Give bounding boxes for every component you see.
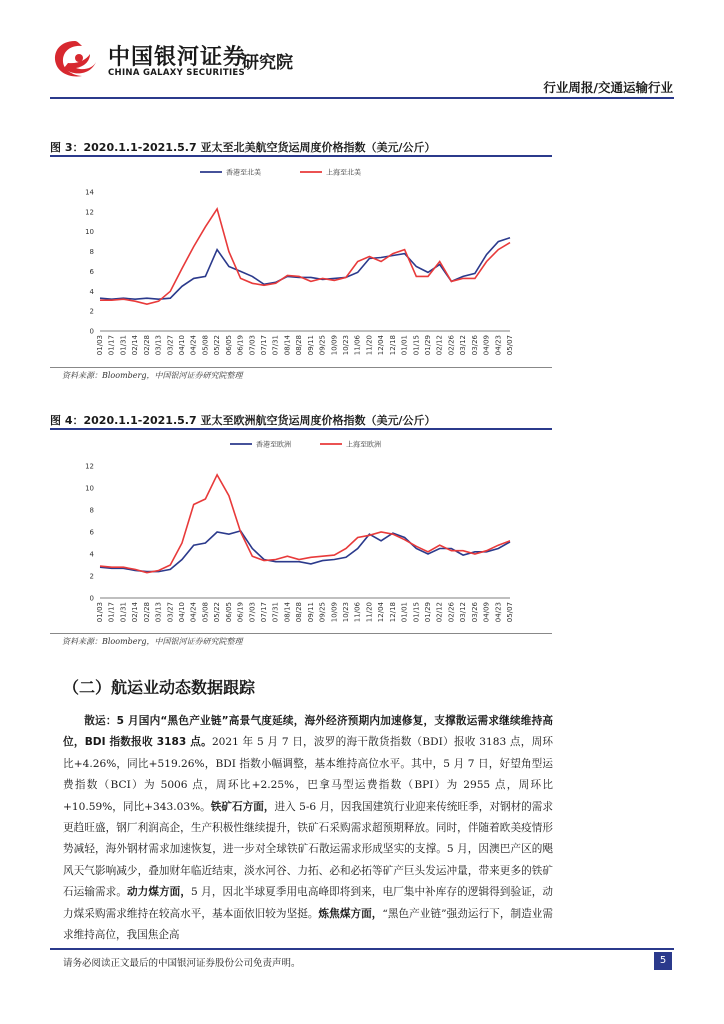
x-tick-label: 03/12 bbox=[459, 335, 468, 356]
x-tick-label: 01/03 bbox=[96, 335, 104, 356]
y-tick-label: 0 bbox=[89, 594, 94, 603]
header-divider bbox=[50, 97, 674, 99]
x-tick-label: 01/01 bbox=[400, 602, 409, 623]
x-tick-label: 03/27 bbox=[166, 335, 175, 356]
figure3-source-rule bbox=[50, 367, 552, 368]
x-tick-label: 01/17 bbox=[107, 335, 116, 356]
x-tick-label: 12/18 bbox=[388, 335, 397, 356]
x-tick-label: 01/31 bbox=[119, 602, 128, 623]
x-tick-label: 05/08 bbox=[201, 602, 210, 623]
figure4-title-rule bbox=[50, 428, 552, 430]
x-tick-label: 03/13 bbox=[154, 602, 163, 623]
x-tick-label: 05/22 bbox=[213, 335, 222, 356]
y-tick-label: 2 bbox=[89, 572, 94, 581]
x-tick-label: 01/15 bbox=[412, 335, 421, 356]
x-tick-label: 05/07 bbox=[506, 602, 514, 623]
x-tick-label: 02/28 bbox=[142, 335, 151, 356]
y-tick-label: 10 bbox=[85, 228, 94, 237]
legend-label-2: 上海至北美 bbox=[326, 168, 361, 177]
series-line-2 bbox=[100, 209, 510, 304]
x-tick-label: 05/07 bbox=[506, 335, 514, 356]
x-tick-label: 01/17 bbox=[107, 602, 116, 623]
y-tick-label: 14 bbox=[85, 188, 94, 197]
x-tick-label: 11/20 bbox=[365, 602, 374, 623]
para-coking-coal-bold: 炼焦煤方面， bbox=[318, 907, 383, 920]
footer-disclaimer: 请务必阅读正文最后的中国银河证券股份公司免责声明。 bbox=[63, 958, 301, 969]
page-number: 5 bbox=[654, 952, 672, 970]
figure3-chart bbox=[50, 158, 552, 364]
x-tick-label: 07/31 bbox=[271, 335, 280, 356]
x-tick-label: 01/01 bbox=[400, 335, 409, 356]
x-tick-label: 02/12 bbox=[435, 602, 444, 623]
x-tick-label: 01/29 bbox=[424, 335, 432, 356]
figure4-source-rule bbox=[50, 633, 552, 634]
body-paragraph bbox=[63, 711, 553, 946]
x-tick-label: 01/29 bbox=[424, 602, 432, 623]
x-tick-label: 08/14 bbox=[283, 335, 292, 356]
x-tick-label: 12/04 bbox=[377, 602, 386, 623]
x-tick-label: 11/06 bbox=[353, 335, 362, 356]
brand-subtitle: 研究院 bbox=[242, 53, 293, 73]
legend-label-1: 香港至欧洲 bbox=[256, 440, 291, 449]
footer-divider bbox=[50, 948, 674, 950]
y-tick-label: 6 bbox=[89, 267, 94, 276]
figure3-title: 图 3：2020.1.1-2021.5.7 亚太至北美航空货运周度价格指数（美元/公斤） bbox=[50, 141, 436, 154]
x-tick-label: 03/12 bbox=[459, 602, 468, 623]
para-text-1: 2021 年 5 月 7 日，波罗的海干散货指数（BDI）报收 3183 点，周环比+4.26%，同比+519.26%，BDI 指数小幅调整，基本维持高位水平。其中，5 月 7 日，好望角型运费指数（BCI）为 5006 点，周环比+2.25%，巴拿马型运费指数（BPI）为 2955 点，周环比+10.59%，同比+343.03%。 bbox=[63, 736, 554, 813]
x-tick-label: 07/03 bbox=[248, 602, 257, 623]
x-tick-label: 07/03 bbox=[248, 335, 257, 356]
x-tick-label: 03/27 bbox=[166, 602, 175, 623]
x-tick-label: 01/03 bbox=[96, 602, 104, 623]
para-text-4: “黑色产业链”强劲运行下，制造业需求维持高位，我国焦企高 bbox=[63, 907, 554, 942]
x-tick-label: 10/23 bbox=[342, 335, 350, 356]
x-tick-label: 09/11 bbox=[306, 602, 315, 623]
x-tick-label: 09/25 bbox=[318, 602, 327, 623]
figure4-source: 资料来源：Bloomberg，中国银河证券研究院整理 bbox=[62, 637, 243, 646]
para-text-3: 5 月，因北半球夏季用电高峰即将到来，电厂集中补库存的逻辑得到验证，动力煤采购需求维持在较高水平，基本面依旧较为坚挺。 bbox=[63, 886, 554, 920]
y-tick-label: 12 bbox=[85, 208, 94, 217]
y-tick-label: 8 bbox=[89, 506, 94, 515]
figure4-title: 图 4：2020.1.1-2021.5.7 亚太至欧洲航空货运周度价格指数（美元/公斤） bbox=[50, 414, 436, 427]
y-tick-label: 4 bbox=[89, 287, 94, 296]
x-tick-label: 06/19 bbox=[236, 335, 245, 356]
x-tick-label: 06/05 bbox=[224, 335, 233, 356]
x-tick-label: 03/26 bbox=[470, 602, 479, 623]
x-tick-label: 10/09 bbox=[330, 602, 339, 623]
x-tick-label: 04/09 bbox=[482, 602, 491, 623]
series-line-2 bbox=[100, 475, 510, 573]
x-tick-label: 04/10 bbox=[178, 602, 186, 623]
x-tick-label: 09/25 bbox=[318, 335, 327, 356]
x-tick-label: 08/14 bbox=[283, 602, 292, 623]
x-tick-label: 03/26 bbox=[470, 335, 479, 356]
x-tick-label: 09/11 bbox=[306, 335, 315, 356]
y-tick-label: 0 bbox=[89, 327, 94, 336]
x-tick-label: 04/24 bbox=[189, 602, 198, 623]
x-tick-label: 04/10 bbox=[178, 335, 186, 356]
x-tick-label: 07/17 bbox=[260, 335, 268, 356]
para-text-2: 进入 5-6 月，因我国建筑行业迎来传统旺季，对钢材的需求更趋旺盛，钢厂利润高企，生产积极性继续提升，铁矿石采购需求超预期释放。同时，伴随着欧美疫情形势减轻，海外钢材需求加速恢复，进一步对全球铁矿石散运需求形成坚实的支撑。5 月，因澳巴产区的飓风天气影响减少，叠加财年临近结束，淡水河谷、力拓、必和必拓等矿产巨头发运冲量，带来更多的铁矿石运输需求。 bbox=[63, 800, 554, 899]
x-tick-label: 02/26 bbox=[447, 335, 456, 356]
x-tick-label: 11/20 bbox=[365, 335, 374, 356]
y-tick-label: 4 bbox=[89, 550, 94, 559]
x-tick-label: 07/31 bbox=[271, 602, 280, 623]
galaxy-logo-icon bbox=[50, 38, 100, 82]
y-tick-label: 12 bbox=[85, 462, 94, 471]
x-tick-label: 04/23 bbox=[494, 335, 503, 356]
x-tick-label: 04/24 bbox=[189, 335, 198, 356]
x-tick-label: 04/09 bbox=[482, 335, 491, 356]
y-tick-label: 10 bbox=[85, 484, 94, 493]
x-tick-label: 05/22 bbox=[213, 602, 222, 623]
x-tick-label: 02/14 bbox=[131, 602, 140, 623]
x-tick-label: 05/08 bbox=[201, 335, 210, 356]
para-lead-bold: 散运：5 月国内“黑色产业链”高景气度延续，海外经济预期内加速修复，支撑散运需求继续维持高位，BDI 指数报收 3183 点。 bbox=[63, 715, 553, 749]
x-tick-label: 01/31 bbox=[119, 335, 128, 356]
legend-label-1: 香港至北美 bbox=[226, 168, 261, 177]
series-line-1 bbox=[100, 531, 510, 572]
section-title: （二）航运业动态数据跟踪 bbox=[63, 678, 256, 697]
x-tick-label: 11/06 bbox=[353, 602, 362, 623]
x-tick-label: 10/23 bbox=[342, 602, 350, 623]
para-thermal-coal-bold: 动力煤方面， bbox=[127, 886, 191, 899]
y-tick-label: 6 bbox=[89, 528, 94, 537]
brand-name-en: CHINA GALAXY SECURITIES bbox=[108, 68, 245, 78]
x-tick-label: 01/15 bbox=[412, 602, 421, 623]
x-tick-label: 10/09 bbox=[330, 335, 339, 356]
x-tick-label: 12/04 bbox=[377, 335, 386, 356]
x-tick-label: 08/28 bbox=[295, 335, 304, 356]
x-tick-label: 07/17 bbox=[260, 602, 268, 623]
legend-label-2: 上海至欧洲 bbox=[346, 440, 381, 449]
x-tick-label: 02/14 bbox=[131, 335, 140, 356]
figure3-title-rule bbox=[50, 155, 552, 157]
brand-name-cn: 中国银河证券 bbox=[108, 45, 247, 70]
figure3-source: 资料来源：Bloomberg，中国银河证券研究院整理 bbox=[62, 371, 243, 380]
x-tick-label: 06/05 bbox=[224, 602, 233, 623]
x-tick-label: 06/19 bbox=[236, 602, 245, 623]
x-tick-label: 12/18 bbox=[388, 602, 397, 623]
x-tick-label: 08/28 bbox=[295, 602, 304, 623]
y-tick-label: 8 bbox=[89, 248, 94, 257]
x-tick-label: 02/26 bbox=[447, 602, 456, 623]
para-iron-ore-bold: 铁矿石方面， bbox=[210, 800, 275, 813]
figure4-chart bbox=[50, 431, 552, 631]
x-tick-label: 04/23 bbox=[494, 602, 503, 623]
series-line-1 bbox=[100, 238, 510, 300]
y-tick-label: 2 bbox=[89, 307, 94, 316]
x-tick-label: 03/13 bbox=[154, 335, 163, 356]
x-tick-label: 02/28 bbox=[142, 602, 151, 623]
x-tick-label: 02/12 bbox=[435, 335, 444, 356]
report-type: 行业周报/交通运输行业 bbox=[543, 80, 673, 95]
